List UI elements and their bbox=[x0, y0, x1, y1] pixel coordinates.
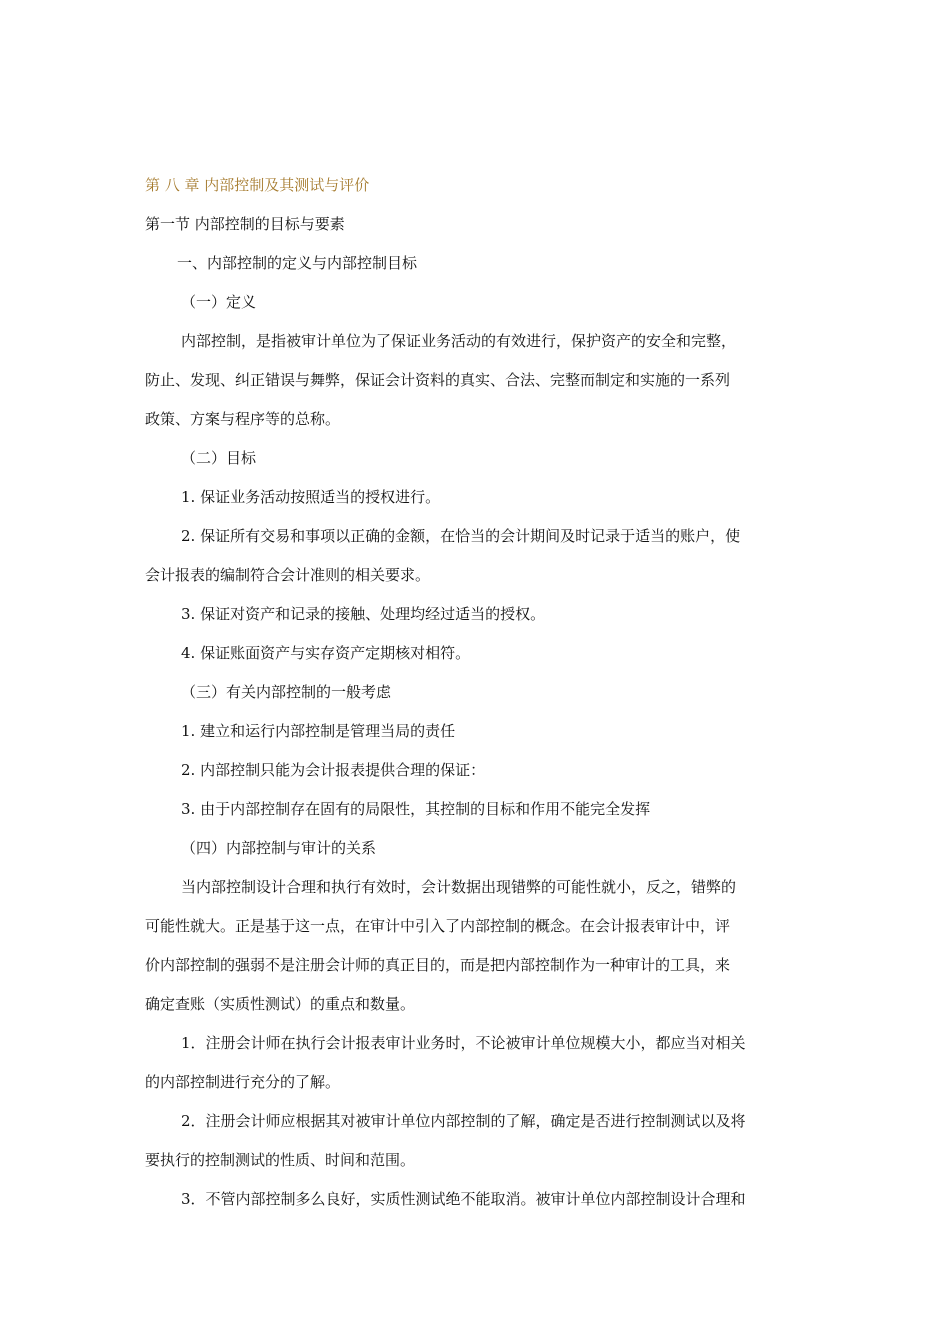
relationship-item-1-line-1: 1．注册会计师在执行会计报表审计业务时，不论被审计单位规模大小，都应当对相关 bbox=[181, 1034, 746, 1052]
paragraph-definition-line-1: 内部控制，是指被审计单位为了保证业务活动的有效进行，保护资产的安全和完整， bbox=[181, 332, 737, 350]
consideration-item-2: 2. 内部控制只能为会计报表提供合理的保证： bbox=[181, 761, 486, 779]
goal-item-2-line-2: 会计报表的编制符合会计准则的相关要求。 bbox=[145, 566, 431, 584]
relationship-item-2-line-1: 2．注册会计师应根据其对被审计单位内部控制的了解，确定是否进行控制测试以及将 bbox=[181, 1112, 746, 1130]
paragraph-relationship-line-2: 可能性就大。正是基于这一点，在审计中引入了内部控制的概念。在会计报表审计中，评 bbox=[145, 917, 731, 935]
relationship-item-2-line-2: 要执行的控制测试的性质、时间和范围。 bbox=[145, 1151, 416, 1169]
chapter-title: 第 八 章 内部控制及其测试与评价 bbox=[145, 176, 370, 194]
subheading-considerations: （三）有关内部控制的一般考虑 bbox=[181, 683, 392, 701]
paragraph-relationship-line-1: 当内部控制设计合理和执行有效时，会计数据出现错弊的可能性就小，反之，错弊的 bbox=[181, 878, 737, 896]
consideration-item-3: 3. 由于内部控制存在固有的局限性，其控制的目标和作用不能完全发挥 bbox=[181, 800, 651, 818]
subheading-definition: （一）定义 bbox=[181, 293, 257, 311]
subheading-relationship: （四）内部控制与审计的关系 bbox=[181, 839, 377, 857]
relationship-item-1-line-2: 的内部控制进行充分的了解。 bbox=[145, 1073, 341, 1091]
paragraph-relationship-line-4: 确定查账（实质性测试）的重点和数量。 bbox=[145, 995, 416, 1013]
heading-definition-goals: 一、内部控制的定义与内部控制目标 bbox=[177, 254, 418, 272]
paragraph-relationship-line-3: 价内部控制的强弱不是注册会计师的真正目的，而是把内部控制作为一种审计的工具，来 bbox=[145, 956, 731, 974]
paragraph-definition-line-2: 防止、发现、纠正错误与舞弊，保证会计资料的真实、合法、完整而制定和实施的一系列 bbox=[145, 371, 731, 389]
relationship-item-3-line-1: 3．不管内部控制多么良好，实质性测试绝不能取消。被审计单位内部控制设计合理和 bbox=[181, 1190, 746, 1208]
goal-item-1: 1. 保证业务活动按照适当的授权进行。 bbox=[181, 488, 441, 506]
section-title: 第一节 内部控制的目标与要素 bbox=[145, 215, 345, 233]
goal-item-2-line-1: 2. 保证所有交易和事项以正确的金额，在恰当的会计期间及时记录于适当的账户，使 bbox=[181, 527, 741, 545]
subheading-goals: （二）目标 bbox=[181, 449, 257, 467]
goal-item-4: 4. 保证账面资产与实存资产定期核对相符。 bbox=[181, 644, 471, 662]
paragraph-definition-line-3: 政策、方案与程序等的总称。 bbox=[145, 410, 341, 428]
consideration-item-1: 1. 建立和运行内部控制是管理当局的责任 bbox=[181, 722, 456, 740]
document-body bbox=[145, 172, 807, 1225]
goal-item-3: 3. 保证对资产和记录的接触、处理均经过适当的授权。 bbox=[181, 605, 546, 623]
